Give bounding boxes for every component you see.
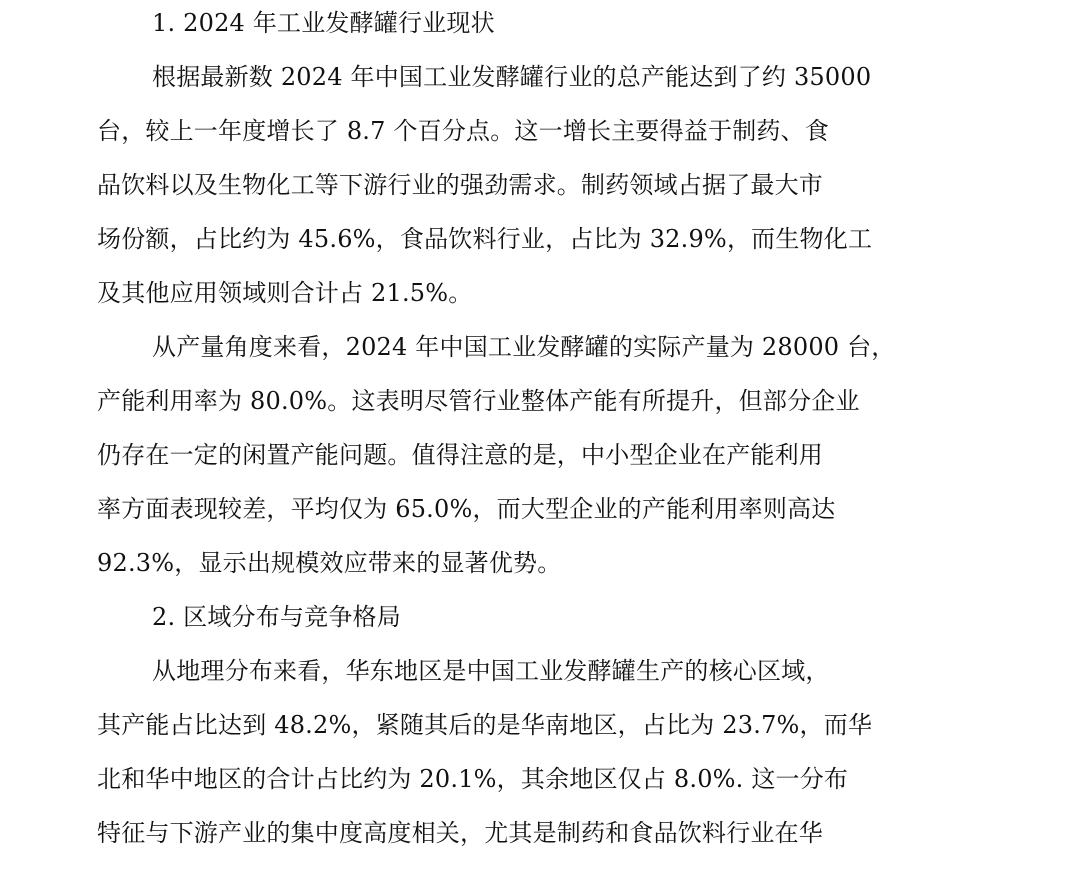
section-heading-1: 1. 2024 年工业发酵罐行业现状 [152,9,495,37]
paragraph-line: 仍存在一定的闲置产能问题。值得注意的是，中小型企业在产能利用 [97,441,823,469]
paragraph-line: 北和华中地区的合计占比约为 20.1%，其余地区仅占 8.0%. 这一分布 [97,765,849,793]
paragraph-line: 品饮料以及生物化工等下游行业的强劲需求。制药领域占据了最大市 [97,171,823,199]
paragraph-line: 特征与下游产业的集中度高度相关，尤其是制药和食品饮料行业在华 [97,819,823,847]
paragraph-line: 台，较上一年度增长了 8.7 个百分点。这一增长主要得益于制药、食 [97,117,830,145]
section-heading-2: 2. 区域分布与竞争格局 [152,603,401,631]
paragraph-line: 从产量角度来看，2024 年中国工业发酵罐的实际产量为 28000 台， [152,333,896,361]
paragraph-line: 率方面表现较差，平均仅为 65.0%，而大型企业的产能利用率则高达 [97,495,836,523]
paragraph-line: 92.3%，显示出规模效应带来的显著优势。 [97,549,562,577]
paragraph-line: 其产能占比达到 48.2%，紧随其后的是华南地区，占比为 23.7%，而华 [97,711,873,739]
paragraph-line: 根据最新数 2024 年中国工业发酵罐行业的总产能达到了约 35000 [152,63,872,91]
paragraph-line: 产能利用率为 80.0%。这表明尽管行业整体产能有所提升，但部分企业 [97,387,860,415]
paragraph-line: 场份额，占比约为 45.6%，食品饮料行业，占比为 32.9%，而生物化工 [97,225,873,253]
paragraph-line: 从地理分布来看，华东地区是中国工业发酵罐生产的核心区域， [152,657,830,685]
paragraph-line: 及其他应用领域则合计占 21.5%。 [97,279,473,307]
